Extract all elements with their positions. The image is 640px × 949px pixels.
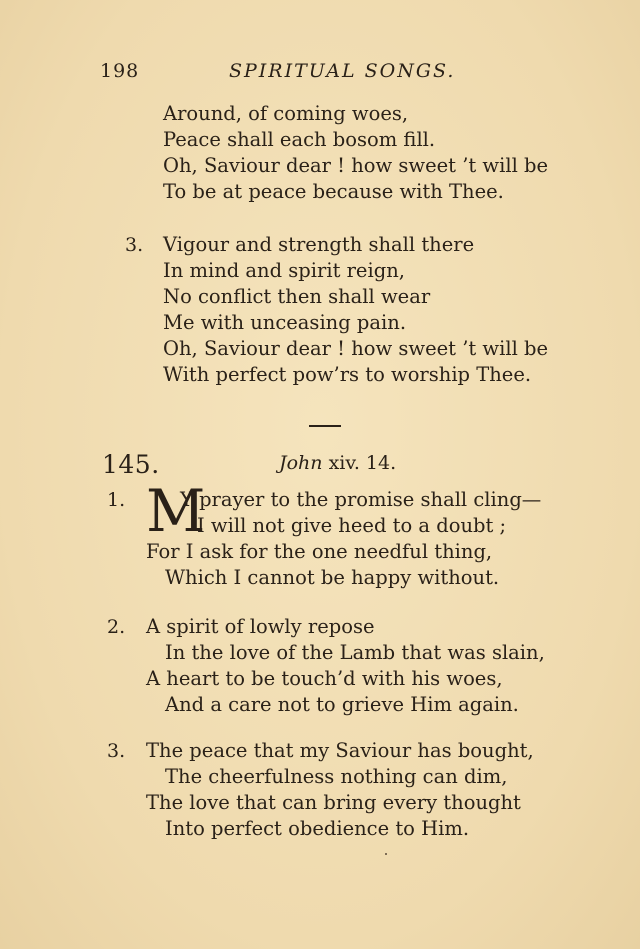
scripture-reference [279, 452, 396, 474]
verse-line: Oh, Saviour dear ! how sweet ’t will be [163, 154, 549, 177]
verse-number: 2. [107, 616, 126, 638]
verse-line: I will not give heed to a doubt ; [197, 514, 507, 537]
verse-line: The love that can bring every thought [146, 791, 521, 814]
verse-number: 3. [107, 740, 126, 762]
verse-line: Me with unceasing pain. [163, 311, 407, 334]
verse-line: A spirit of lowly repose [146, 615, 375, 638]
verse-line: The peace that my Saviour has bought, [146, 739, 534, 762]
verse-line: For I ask for the one needful thing, [146, 540, 493, 563]
verse-line: To be at peace because with Thee. [163, 180, 504, 203]
verse-line: Y prayer to the promise shall cling— [180, 488, 542, 511]
verse-line: With perfect pow’rs to worship Thee. [163, 363, 532, 386]
hymn-number: 145. [102, 450, 160, 479]
verse-line: Oh, Saviour dear ! how sweet ’t will be [163, 337, 549, 360]
page-number: 198 [100, 60, 140, 82]
verse-line: Peace shall each bosom fill. [163, 128, 436, 151]
verse-line: No conflict then shall wear [163, 285, 431, 308]
verse-number: 3. [125, 234, 144, 256]
running-title: SPIRITUAL SONGS. [229, 60, 456, 82]
verse-line: Around, of coming woes, [163, 102, 409, 125]
verse-line: A heart to be touch’d with his woes, [146, 667, 503, 690]
verse-line: In the love of the Lamb that was slain, [165, 641, 545, 664]
verse-number: 1. [107, 489, 126, 511]
section-divider [309, 425, 341, 427]
verse-line: Into perfect obedience to Him. [165, 817, 470, 840]
reference-chapter-verse: xiv. 14. [328, 452, 397, 474]
reference-book: John [279, 452, 323, 474]
verse-line: Vigour and strength shall there [163, 233, 475, 256]
print-speck [385, 853, 387, 855]
verse-line: The cheerfulness nothing can dim, [165, 765, 508, 788]
verse-line: Which I cannot be happy without. [165, 566, 500, 589]
verse-line: In mind and spirit reign, [163, 259, 405, 282]
verse-line: And a care not to grieve Him again. [165, 693, 519, 716]
drop-cap: M [146, 477, 206, 545]
